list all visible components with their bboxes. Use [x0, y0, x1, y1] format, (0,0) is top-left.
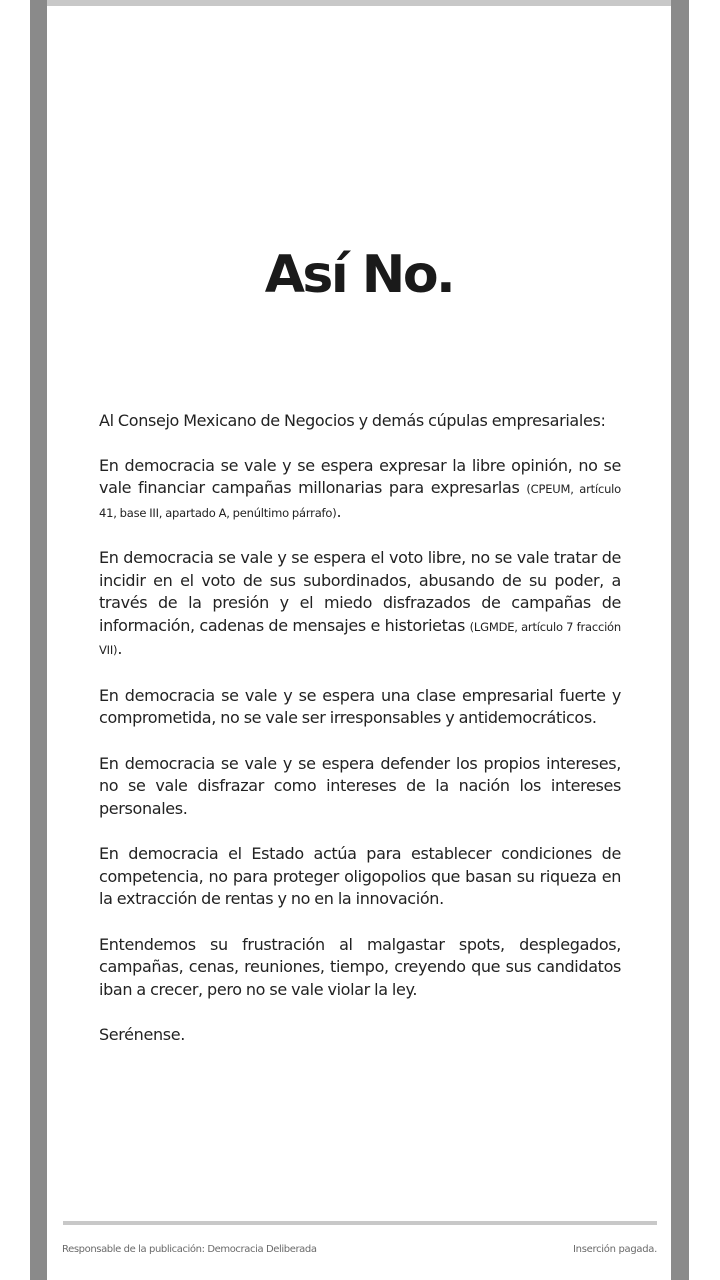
salutation: Al Consejo Mexicano de Negocios y demás cúpulas empresariales:: [99, 411, 606, 430]
paragraph-3: En democracia se vale y se espera una clase empresarial fuerte y comprometida, no se vale ser irresponsables y antidemocráticos.: [99, 685, 621, 727]
paragraph-5: En democracia el Estado actúa para establecer condiciones de competencia, no para proteger oligopolios que basan su riqueza en la extracción de rentas y no en la innovación.: [99, 844, 621, 908]
top-rule: [47, 0, 671, 6]
paragraph-2-citation: (LGMDE, artículo 7 fracción VII): [99, 619, 621, 657]
paragraph-1-end: .: [336, 501, 342, 521]
paragraph-1-text: En democracia se vale y se espera expresar la libre opinión, no se vale financiar campañas millonarias para expresarlas: [99, 455, 621, 497]
paragraph-2: [99, 547, 621, 662]
right-border-bar: [671, 0, 689, 1280]
paragraph-2-end: .: [117, 639, 123, 658]
bottom-rule: [63, 1221, 657, 1225]
letter-body: [99, 410, 621, 1070]
paragraph-6: Entendemos su frustración al malgastar spots, desplegados, campañas, cenas, reuniones, tiempo, creyendo que sus candidatos iban a crecer, pero no se vale violar la ley.: [99, 934, 621, 999]
paragraph-1-citation: (CPEUM, artículo 41, base III, apartado A, penúltimo párrafo): [99, 482, 621, 520]
closing: Serénense.: [99, 1025, 185, 1044]
footer-responsible: Responsable de la publicación: Democracia Deliberada: [62, 1244, 317, 1255]
headline: Así No.: [264, 244, 454, 305]
left-border-bar: [30, 0, 47, 1280]
footer-paid-insertion: Inserción pagada.: [573, 1244, 657, 1255]
paragraph-4: En democracia se vale y se espera defender los propios intereses, no se vale disfrazar como intereses de la nación los intereses personales.: [99, 753, 621, 818]
paragraph-2-text: En democracia se vale y se espera el voto libre, no se vale tratar de incidir en el voto de sus subordinados, abusando de su poder, a través de la presión y el miedo disfrazados de campañas de información, cadenas de mensajes e historietas: [99, 548, 621, 635]
paragraph-1: [99, 455, 621, 525]
